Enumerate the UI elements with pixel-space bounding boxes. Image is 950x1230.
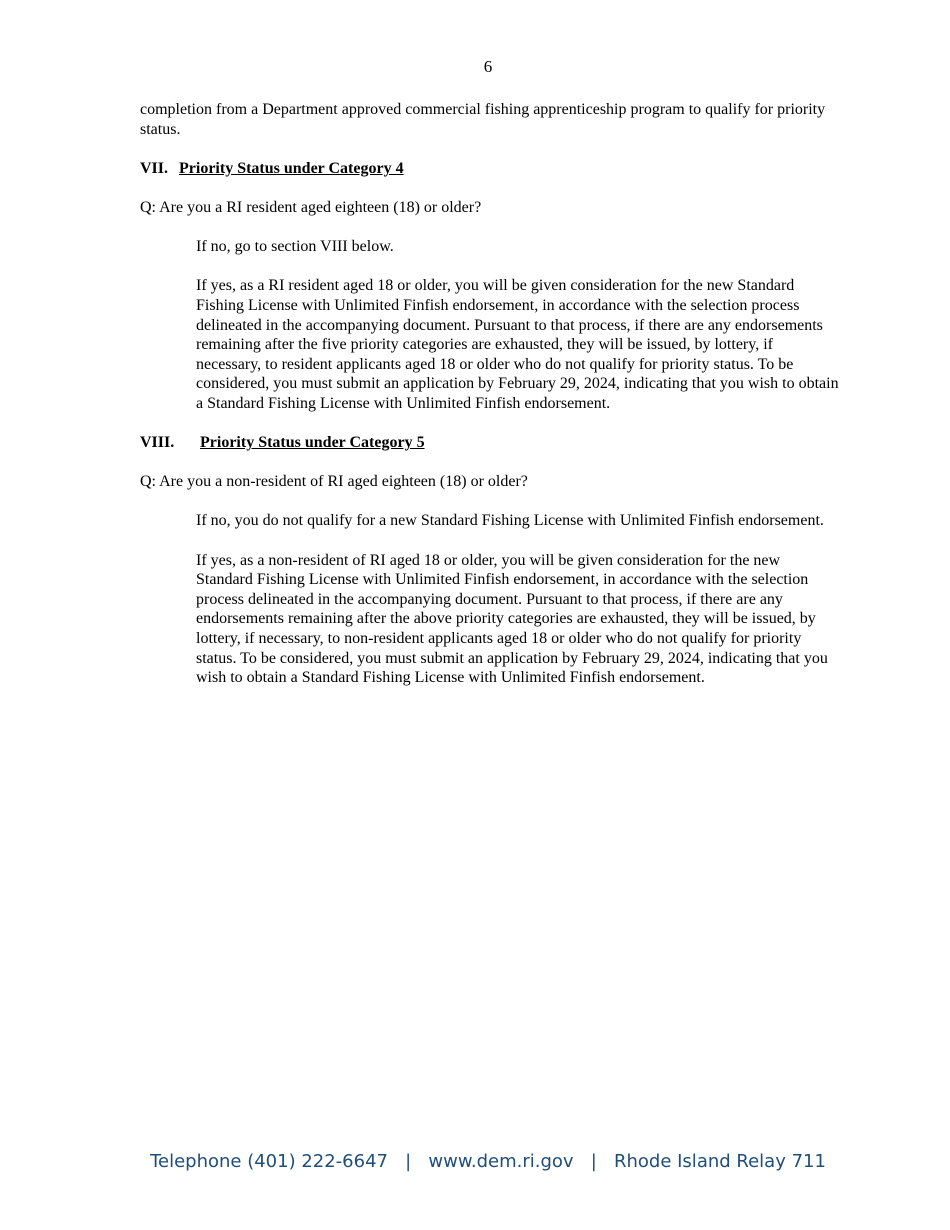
question-paragraph: Q: Are you a non-resident of RI aged eighteen (18) or older? [140, 473, 528, 491]
page-number: 6 [483, 57, 493, 76]
document-body [140, 100, 840, 707]
section-number: VIII. [140, 434, 175, 452]
question-paragraph: Q: Are you a RI resident aged eighteen (18) or older? [140, 198, 482, 216]
section-title: Priority Status under Category 5 [200, 434, 425, 452]
section-number: VII. [140, 159, 169, 177]
if-no-paragraph: If no, you do not qualify for a new Standard Fishing License with Unlimited Finfish endorsement. [196, 512, 824, 530]
footer-contact-line: Telephone (401) 222-6647 | www.dem.ri.gov | Rhode Island Relay 711 [150, 1151, 826, 1172]
if-yes-paragraph: If yes, as a non-resident of RI aged 18 or older, you will be given consideration for the new Standard Fishing License with Unlimited Finfish endorsement, in accordance with the selection process delineated in the accompanying document. Pursuant to that process, if there are any endorsements remaining after the above priority categories are exhausted, they will be issued, by lottery, if necessary, to non-resident applicants aged 18 or older who do not qualify for priority status. To be considered, you must submit an application by February 29, 2024, indicating that you wish to obtain a Standard Fishing License with Unlimited Finfish endorsement. [196, 551, 828, 687]
intro-paragraph: completion from a Department approved commercial fishing apprenticeship program to qualify for priority status. [140, 101, 826, 138]
section-heading-viii [140, 433, 840, 453]
section-title: Priority Status under Category 4 [179, 159, 404, 177]
section-heading-vii [140, 159, 840, 179]
if-yes-paragraph: If yes, as a RI resident aged 18 or older, you will be given consideration for the new Standard Fishing License with Unlimited Finfish endorsement, in accordance with the selection process delineated in the accompanying document. Pursuant to that process, if there are any endorsements remaining after the five priority categories are exhausted, they will be issued, by lottery, if necessary, to resident applicants aged 18 or older who do not qualify for priority status. To be considered, you must submit an application by February 29, 2024, indicating that you wish to obtain a Standard Fishing License with Unlimited Finfish endorsement. [196, 277, 839, 412]
if-no-paragraph: If no, go to section VIII below. [196, 238, 394, 256]
